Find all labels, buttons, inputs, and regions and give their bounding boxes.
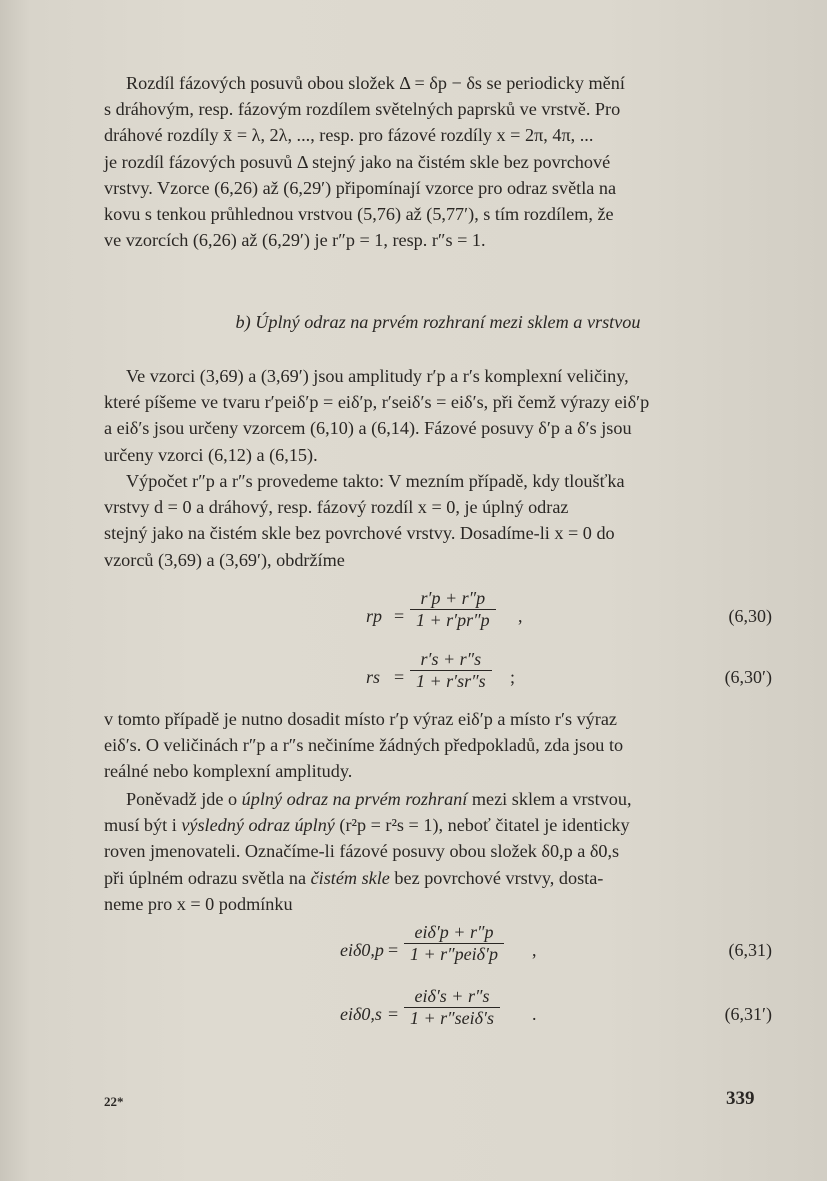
equation-punctuation: ,: [532, 940, 537, 960]
para2-line: Ve vzorci (3,69) a (3,69′) jsou amplitudy r′p a r′s komplexní veličiny,: [126, 366, 629, 386]
fraction-denominator: 1 + r′sr″s: [410, 670, 492, 692]
fraction-denominator: 1 + r′pr″p: [410, 609, 496, 631]
equation-6-30-prime: [104, 645, 772, 705]
equation-number: (6,30): [728, 606, 772, 626]
para3-line: vzorců (3,69) a (3,69′), obdržíme: [104, 549, 345, 570]
signature-mark: 22*: [104, 1094, 124, 1109]
fraction-denominator: 1 + r″peiδ′p: [404, 943, 504, 965]
equation-number: (6,30′): [724, 667, 772, 687]
equation-punctuation: ,: [518, 606, 523, 626]
fraction-numerator: r′p + r″p: [420, 588, 486, 608]
para5-text: při úplném odrazu světla na: [104, 867, 311, 888]
para2-line: a eiδ′s jsou určeny vzorcem (6,10) a (6,14). Fázové posuvy δ′p a δ′s jsou: [104, 418, 632, 439]
para5-line: [104, 786, 772, 812]
equation-number: (6,31′): [724, 1004, 772, 1024]
equation-6-30: [104, 584, 772, 644]
para5-text: (r²p = r²s = 1), neboť čitatel je identicky: [334, 815, 630, 836]
para4-line: reálné nebo komplexní amplitudy.: [104, 761, 353, 782]
para5-text: bez povrchové vrstvy, dosta-: [389, 867, 604, 888]
section-subheading: b) Úplný odraz na prvém rozhraní mezi sklem a vrstvou: [235, 312, 641, 332]
equation-lhs: eiδ0,p: [340, 940, 384, 960]
equals-sign: =: [394, 606, 405, 626]
paragraph-4: [104, 706, 772, 785]
paragraph-2: [104, 363, 772, 468]
para3-line: Výpočet r″p a r″s provedeme takto: V mezním případě, kdy tloušťka: [126, 471, 625, 491]
para5-text: mezi sklem a vrstvou,: [467, 789, 632, 809]
para5-line: neme pro x = 0 podmínku: [104, 893, 293, 914]
para5-line: [104, 865, 772, 891]
equation-fraction: [404, 922, 504, 965]
para1-line: ve vzorcích (6,26) až (6,29′) je r″p = 1, resp. r″s = 1.: [104, 230, 486, 251]
equals-sign: =: [388, 1004, 399, 1024]
equation-lhs: rp: [366, 606, 383, 626]
para1-line: dráhové rozdíly x̄ = λ, 2λ, ..., resp. pro fázové rozdíly x = 2π, 4π, ...: [104, 125, 594, 146]
para3-line: vrstvy d = 0 a dráhový, resp. fázový rozdíl x = 0, je úplný odraz: [104, 497, 569, 518]
paragraph-3: [104, 468, 772, 573]
equation-fraction: [404, 986, 500, 1029]
para4-line: eiδ′s. O veličinách r″p a r″s nečiníme žádných předpokladů, zda jsou to: [104, 735, 624, 756]
equation-punctuation: .: [532, 1004, 537, 1024]
para5-emphasis: výsledný odraz úplný: [181, 815, 335, 836]
page-number: 339: [726, 1088, 755, 1109]
para5-emphasis: čistém skle: [310, 867, 390, 888]
equation-lhs: rs: [366, 667, 381, 687]
para4-line: v tomto případě je nutno dosadit místo r′p výraz eiδ′p a místo r′s výraz: [104, 709, 617, 729]
para1-line: Rozdíl fázových posuvů obou složek Δ = δp − δs se periodicky mění: [126, 73, 625, 93]
equation-number: (6,31): [728, 940, 772, 960]
para5-emphasis: úplný odraz na prvém rozhraní: [241, 789, 468, 809]
para1-line: je rozdíl fázových posuvů Δ stejný jako na čistém skle bez povrchové: [104, 151, 611, 172]
equation-fraction: [410, 649, 492, 692]
para2-line: určeny vzorci (6,12) a (6,15).: [104, 444, 318, 465]
equation-6-31-prime: [104, 982, 772, 1042]
para2-line: které píšeme ve tvaru r′peiδ′p = eiδ′p, r′seiδ′s = eiδ′s, při čemž výrazy eiδ′p: [104, 392, 650, 413]
equation-punctuation: ;: [510, 667, 516, 687]
equals-sign: =: [394, 667, 405, 687]
fraction-numerator: r′s + r″s: [420, 649, 482, 669]
equals-sign: =: [388, 940, 399, 960]
para1-line: s dráhovým, resp. fázovým rozdílem světelných paprsků ve vrstvě. Pro: [104, 99, 621, 120]
para5-text: Poněvadž jde o: [126, 789, 242, 809]
equation-6-31: [104, 918, 772, 978]
fraction-denominator: 1 + r″seiδ′s: [404, 1007, 500, 1029]
para5-line: roven jmenovateli. Označíme-li fázové posuvy obou složek δ0,p a δ0,s: [104, 841, 620, 862]
para1-line: kovu s tenkou průhlednou vrstvou (5,76) až (5,77′), s tím rozdílem, že: [104, 204, 614, 225]
para1-line: vrstvy. Vzorce (6,26) až (6,29′) připomínají vzorce pro odraz světla na: [104, 177, 617, 198]
para5-line: [104, 812, 772, 838]
equation-fraction: [410, 588, 496, 631]
paragraph-5: [104, 786, 772, 917]
fraction-numerator: eiδ′p + r″p: [414, 922, 494, 942]
para5-text: musí být i: [104, 815, 182, 836]
para3-line: stejný jako na čistém skle bez povrchové vrstvy. Dosadíme-li x = 0 do: [104, 523, 615, 544]
paragraph-1: [104, 70, 772, 253]
equation-lhs: eiδ0,s: [340, 1004, 382, 1024]
fraction-numerator: eiδ′s + r″s: [414, 986, 490, 1006]
